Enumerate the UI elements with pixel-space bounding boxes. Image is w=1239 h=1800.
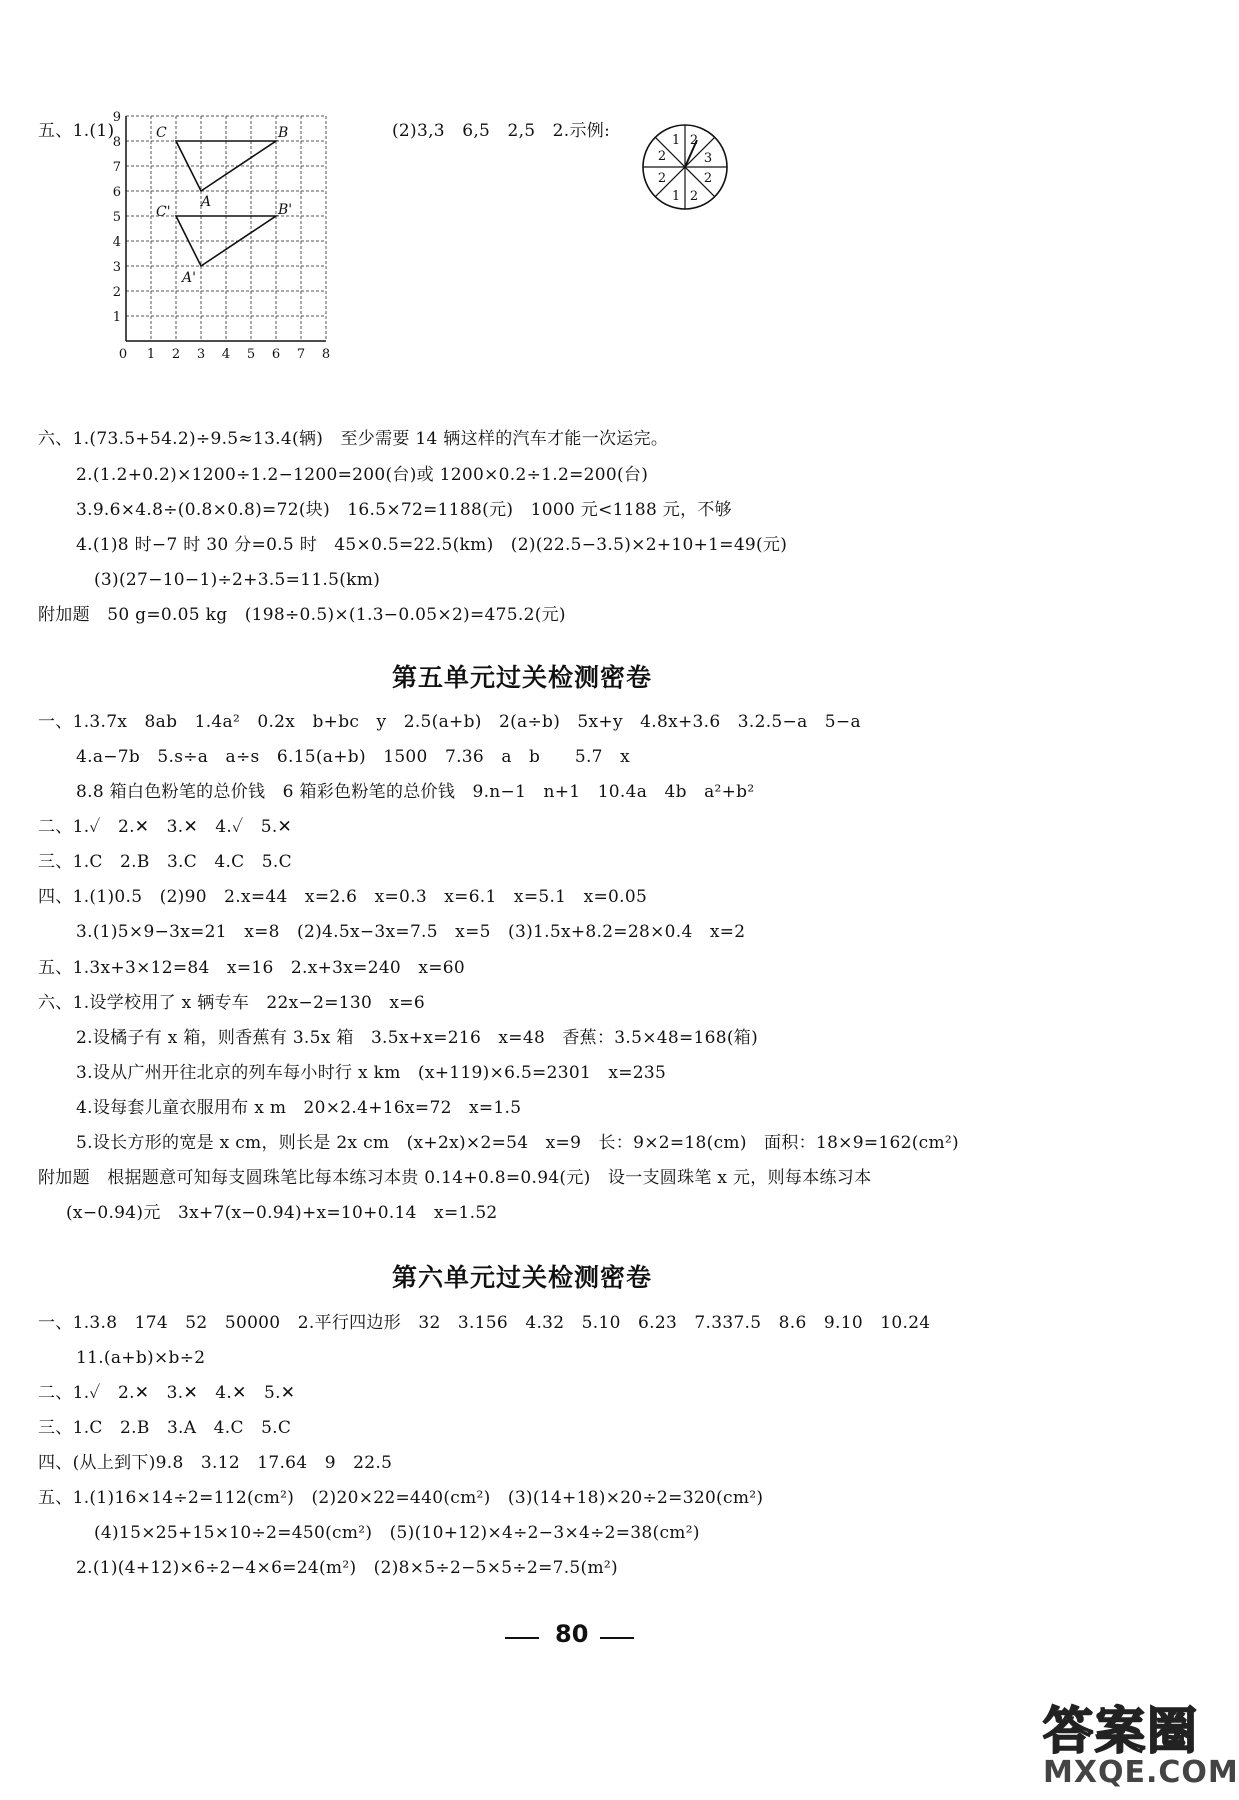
answer-line: 2.设橘子有 x 箱，则香蕉有 3.5x 箱 3.5x+x=216 x=48 香蕉：3.5×48=168(箱) [76, 1028, 759, 1048]
answer-line: 4.设每套儿童衣服用布 x m 20×2.4+16x=72 x=1.5 [76, 1098, 522, 1118]
answer-line: 一、1.3.8 174 52 50000 2.平行四边形 32 3.156 4.32 5.10 6.23 7.337.5 8.6 9.10 10.24 [38, 1313, 931, 1333]
answer-line: 三、1.C 2.B 3.C 4.C 5.C [38, 852, 292, 872]
spinner-number: 2 [703, 171, 713, 186]
x-tick: 8 [321, 347, 331, 362]
answer-line: 四、1.(1)0.5 (2)90 2.x=44 x=2.6 x=0.3 x=6.1 x=5.1 x=0.05 [38, 887, 648, 907]
answer-line: 11.(a+b)×b÷2 [76, 1348, 206, 1368]
answer-line: 4.a−7b 5.s÷a a÷s 6.15(a+b) 1500 7.36 a b 5.7 x [76, 747, 630, 767]
point-b1-label: B' [278, 202, 293, 218]
spinner-number: 2 [689, 189, 699, 204]
answer-line: 五、1.(1)16×14÷2=112(cm²) (2)20×22=440(cm²) (3)(14+18)×20÷2=320(cm²) [38, 1488, 764, 1508]
unit6-title: 第六单元过关检测密卷 [392, 1263, 653, 1292]
q5-1-label: 五、1.(1) [38, 121, 115, 141]
x-tick: 2 [171, 347, 181, 362]
page-number: 80 [555, 1620, 589, 1648]
y-tick: 2 [112, 285, 121, 300]
x-tick: 5 [246, 347, 256, 362]
answer-line: (4)15×25+15×10÷2=450(cm²) (5)(10+12)×4÷2−3×4÷2=38(cm²) [94, 1523, 700, 1543]
y-tick: 5 [112, 210, 121, 225]
watermark-bottom-text: MXQE.COM [1043, 1755, 1239, 1790]
x-tick: 1 [146, 347, 156, 362]
answer-line: 3.(1)5×9−3x=21 x=8 (2)4.5x−3x=7.5 x=5 (3)1.5x+8.2=28×0.4 x=2 [76, 922, 746, 942]
q5-1-2-answer: (2)3,3 6,5 2,5 2.示例: [392, 121, 611, 141]
unit5-title: 第五单元过关检测密卷 [392, 663, 653, 692]
y-tick: 6 [112, 185, 121, 200]
answer-line: 二、1.✓ 2.✕ 3.✕ 4.✓ 5.✕ [38, 817, 293, 837]
answer-line: 一、1.3.7x 8ab 1.4a² 0.2x b+bc y 2.5(a+b) 2(a÷b) 5x+y 4.8x+3.6 3.2.5−a 5−a [38, 712, 861, 732]
point-c1-label: C' [156, 204, 171, 220]
answer-line: 2.(1)(4+12)×6÷2−4×6=24(m²) (2)8×5÷2−5×5÷2=7.5(m²) [76, 1558, 618, 1578]
point-a1-label: A' [182, 270, 196, 286]
y-tick: 4 [112, 235, 121, 250]
answer-line: 附加题 50 g=0.05 kg (198÷0.5)×(1.3−0.05×2)=475.2(元) [38, 605, 566, 625]
point-c-label: C [156, 125, 167, 141]
page-number-dash-left [505, 1637, 539, 1639]
watermark-top-text: 答案圈 [1043, 1702, 1199, 1760]
page-number-dash-right [600, 1637, 634, 1639]
x-tick: 0 [118, 347, 128, 362]
spinner-number: 2 [689, 133, 699, 148]
answer-line: (x−0.94)元 3x+7(x−0.94)+x=10+0.14 x=1.52 [66, 1203, 498, 1223]
spinner-number: 2 [657, 149, 667, 164]
answer-line: 六、1.(73.5+54.2)÷9.5≈13.4(辆) 至少需要 14 辆这样的汽车才能一次运完。 [38, 429, 669, 449]
watermark-logo [1043, 1702, 1239, 1798]
x-tick: 7 [296, 347, 306, 362]
x-tick: 3 [196, 347, 206, 362]
spinner-number: 1 [671, 189, 681, 204]
y-tick: 9 [112, 110, 121, 125]
answer-line: 三、1.C 2.B 3.A 4.C 5.C [38, 1418, 292, 1438]
answer-line: 六、1.设学校用了 x 辆专车 22x−2=130 x=6 [38, 993, 425, 1013]
answer-line: 附加题 根据题意可知每支圆珠笔比每本练习本贵 0.14+0.8=0.94(元) 设一支圆珠笔 x 元，则每本练习本 [38, 1168, 872, 1188]
answer-line: 5.设长方形的宽是 x cm，则长是 2x cm (x+2x)×2=54 x=9 长：9×2=18(cm) 面积：18×9=162(cm²) [76, 1133, 959, 1153]
point-b-label: B [278, 125, 289, 141]
answer-line: 8.8 箱白色粉笔的总价钱 6 箱彩色粉笔的总价钱 9.n−1 n+1 10.4a 4b a²+b² [76, 782, 755, 802]
answer-line: (3)(27−10−1)÷2+3.5=11.5(km) [94, 570, 381, 590]
y-tick: 3 [112, 260, 121, 275]
x-tick: 6 [271, 347, 281, 362]
answer-line: 4.(1)8 时−7 时 30 分=0.5 时 45×0.5=22.5(km) (2)(22.5−3.5)×2+10+1=49(元) [76, 535, 788, 555]
answer-line: 二、1.✓ 2.✕ 3.✕ 4.✕ 5.✕ [38, 1383, 296, 1403]
answer-line: 四、(从上到下)9.8 3.12 17.64 9 22.5 [38, 1453, 393, 1473]
y-tick: 7 [112, 160, 121, 175]
answer-line: 3.9.6×4.8÷(0.8×0.8)=72(块) 16.5×72=1188(元) 1000 元<1188 元，不够 [76, 500, 732, 520]
point-a-label: A [201, 194, 212, 210]
coordinate-grid [112, 110, 358, 370]
spinner-diagram [640, 122, 730, 212]
x-tick: 4 [221, 347, 231, 362]
spinner-number: 2 [657, 171, 667, 186]
y-tick: 8 [112, 135, 121, 150]
spinner-number: 3 [703, 151, 713, 166]
y-tick: 1 [112, 310, 121, 325]
answer-line: 3.设从广州开往北京的列车每小时行 x km (x+119)×6.5=2301 x=235 [76, 1063, 667, 1083]
answer-line: 2.(1.2+0.2)×1200÷1.2−1200=200(台)或 1200×0.2÷1.2=200(台) [76, 465, 649, 485]
answer-line: 五、1.3x+3×12=84 x=16 2.x+3x=240 x=60 [38, 958, 466, 978]
spinner-number: 1 [671, 133, 681, 148]
